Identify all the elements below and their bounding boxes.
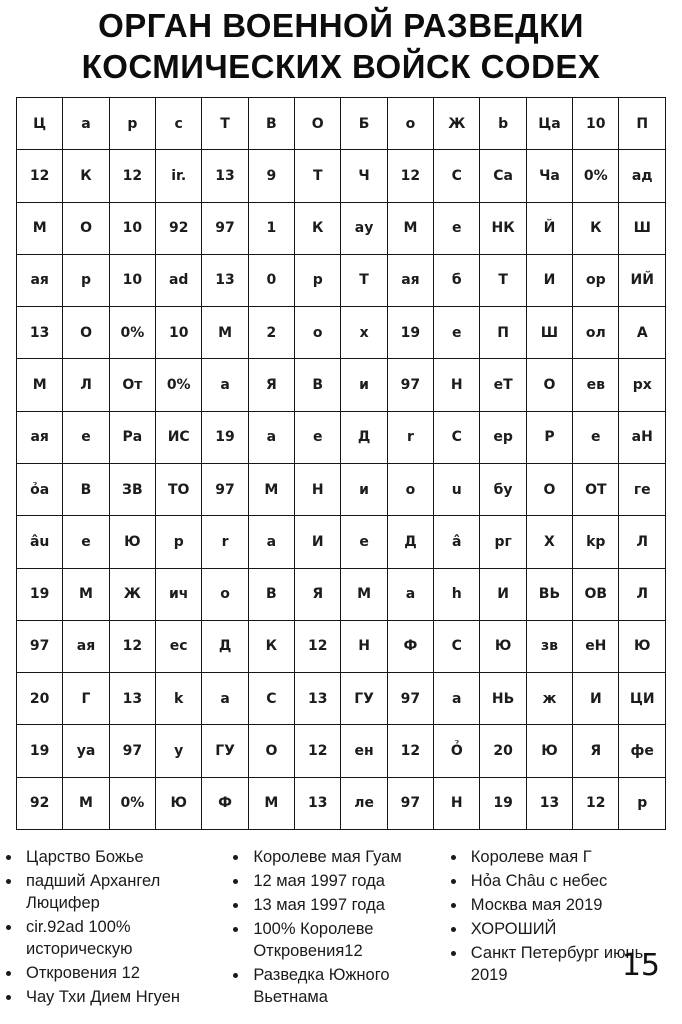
grid-cell: Р	[526, 411, 572, 463]
grid-cell: Х	[526, 516, 572, 568]
grid-cell: kр	[573, 516, 619, 568]
grid-row	[17, 359, 666, 411]
grid-cell: е	[63, 516, 109, 568]
grid-cell: С	[248, 673, 294, 725]
grid-cell: 92	[156, 202, 202, 254]
page-title-line1: ОРГАН ВОЕННОЙ РАЗВЕДКИ	[98, 7, 584, 44]
grid-cell: Ю	[480, 620, 526, 672]
grid-cell: е	[573, 411, 619, 463]
grid-cell: Ю	[109, 516, 155, 568]
grid-cell: 19	[17, 725, 63, 777]
grid-row	[17, 98, 666, 150]
grid-row	[17, 463, 666, 515]
grid-cell: И	[573, 673, 619, 725]
grid-cell: х	[341, 307, 387, 359]
grid-cell: 13	[295, 673, 341, 725]
grid-cell: о	[387, 98, 433, 150]
grid-cell: Ỏ	[434, 725, 480, 777]
grid-cell: 13	[526, 777, 572, 829]
grid-cell: О	[295, 98, 341, 150]
grid-cell: Ж	[434, 98, 480, 150]
grid-cell: а	[248, 516, 294, 568]
grid-cell: О	[526, 359, 572, 411]
grid-cell: р	[63, 254, 109, 306]
grid-cell: ен	[341, 725, 387, 777]
grid-cell: с	[156, 98, 202, 150]
grid-cell: М	[248, 777, 294, 829]
grid-cell: 0%	[156, 359, 202, 411]
grid-cell: р	[156, 516, 202, 568]
grid-cell: и	[341, 463, 387, 515]
grid-cell: НЬ	[480, 673, 526, 725]
grid-cell: 19	[387, 307, 433, 359]
grid-cell: О	[63, 202, 109, 254]
grid-cell: 0%	[109, 777, 155, 829]
grid-cell: 2	[248, 307, 294, 359]
grid-cell: Я	[295, 568, 341, 620]
grid-cell: h	[434, 568, 480, 620]
grid-cell: 97	[387, 673, 433, 725]
grid-cell: 97	[202, 463, 248, 515]
grid-cell: р	[109, 98, 155, 150]
grid-cell: ад	[619, 150, 666, 202]
grid-cell: ЗВ	[109, 463, 155, 515]
grid-cell: е	[434, 307, 480, 359]
grid-cell: Т	[202, 98, 248, 150]
list-item: • 100% Королеве Откровения12	[249, 919, 444, 963]
grid-cell: b	[480, 98, 526, 150]
list-item: • Королеве мая Гуам	[249, 847, 444, 869]
grid-cell: 13	[295, 777, 341, 829]
grid-cell: К	[248, 620, 294, 672]
grid-cell: еТ	[480, 359, 526, 411]
grid-cell: 12	[387, 150, 433, 202]
grid-cell: Са	[480, 150, 526, 202]
grid-cell: а	[248, 411, 294, 463]
grid-cell: 97	[17, 620, 63, 672]
grid-cell: Ца	[526, 98, 572, 150]
grid-cell: 0%	[109, 307, 155, 359]
list-item: • Санкт Петербург июнь 2019	[467, 943, 682, 987]
list-item: • Чау Тхи Дием Нгуен	[22, 987, 227, 1009]
grid-cell: Д	[341, 411, 387, 463]
list-item: • 13 мая 1997 года	[249, 895, 444, 917]
grid-cell: Ц	[17, 98, 63, 150]
grid-cell: О	[63, 307, 109, 359]
grid-cell: Н	[434, 777, 480, 829]
grid-cell: К	[573, 202, 619, 254]
grid-cell: 97	[109, 725, 155, 777]
grid-cell: а	[387, 568, 433, 620]
grid-cell: П	[480, 307, 526, 359]
grid-cell: ая	[387, 254, 433, 306]
grid-cell: ге	[619, 463, 666, 515]
grid-cell: Л	[619, 516, 666, 568]
grid-cell: П	[619, 98, 666, 150]
codex-grid	[16, 97, 666, 830]
grid-cell: 12	[387, 725, 433, 777]
grid-cell: 12	[109, 150, 155, 202]
grid-cell: От	[109, 359, 155, 411]
grid-cell: 13	[202, 254, 248, 306]
grid-cell: И	[526, 254, 572, 306]
grid-cell: В	[248, 568, 294, 620]
grid-cell: ес	[156, 620, 202, 672]
grid-cell: Ф	[202, 777, 248, 829]
grid-cell: 1	[248, 202, 294, 254]
grid-cell: М	[341, 568, 387, 620]
grid-cell: о	[202, 568, 248, 620]
grid-cell: 12	[17, 150, 63, 202]
grid-cell: а	[63, 98, 109, 150]
page-number: 15	[621, 948, 660, 983]
grid-row	[17, 725, 666, 777]
grid-cell: Ш	[619, 202, 666, 254]
grid-cell: С	[434, 620, 480, 672]
grid-cell: Н	[341, 620, 387, 672]
grid-cell: ев	[573, 359, 619, 411]
grid-cell: 12	[109, 620, 155, 672]
bullet-list-middle	[227, 845, 444, 1011]
codex-grid-body	[17, 98, 666, 830]
grid-cell: у	[156, 725, 202, 777]
grid-cell: 10	[109, 254, 155, 306]
grid-row	[17, 254, 666, 306]
grid-cell: М	[17, 202, 63, 254]
grid-cell: рх	[619, 359, 666, 411]
list-item: • Откровения 12	[22, 963, 227, 985]
grid-cell: ол	[573, 307, 619, 359]
grid-cell: ГУ	[202, 725, 248, 777]
grid-cell: Ю	[526, 725, 572, 777]
grid-cell: 19	[17, 568, 63, 620]
list-item: • Разведка Южного Вьетнама	[249, 965, 444, 1009]
grid-cell: Т	[295, 150, 341, 202]
grid-cell: ГУ	[341, 673, 387, 725]
grid-cell: е	[434, 202, 480, 254]
grid-row	[17, 673, 666, 725]
grid-cell: фе	[619, 725, 666, 777]
grid-cell: 97	[387, 777, 433, 829]
grid-cell: В	[63, 463, 109, 515]
grid-cell: В	[248, 98, 294, 150]
grid-cell: 97	[387, 359, 433, 411]
page-title-line2: КОСМИЧЕСКИХ ВОЙСК CODEX	[81, 47, 601, 85]
grid-cell: 97	[202, 202, 248, 254]
grid-cell: 12	[573, 777, 619, 829]
grid-cell: аН	[619, 411, 666, 463]
grid-cell: Н	[434, 359, 480, 411]
bullet-list-right	[445, 845, 682, 1011]
grid-cell: Т	[341, 254, 387, 306]
grid-cell: И	[295, 516, 341, 568]
grid-cell: ау	[341, 202, 387, 254]
grid-cell: Г	[63, 673, 109, 725]
page-title	[0, 6, 682, 88]
grid-cell: Н	[295, 463, 341, 515]
grid-cell: 92	[17, 777, 63, 829]
grid-cell: 20	[17, 673, 63, 725]
grid-cell: u	[434, 463, 480, 515]
grid-cell: Д	[387, 516, 433, 568]
grid-cell: и	[341, 359, 387, 411]
grid-cell: ЦИ	[619, 673, 666, 725]
grid-cell: r	[202, 516, 248, 568]
grid-cell: ая	[17, 411, 63, 463]
grid-cell: Ра	[109, 411, 155, 463]
grid-cell: k	[156, 673, 202, 725]
grid-cell: ер	[480, 411, 526, 463]
grid-cell: Я	[248, 359, 294, 411]
grid-cell: âu	[17, 516, 63, 568]
grid-cell: 12	[295, 620, 341, 672]
grid-cell: 10	[109, 202, 155, 254]
grid-cell: р	[295, 254, 341, 306]
grid-cell: С	[434, 411, 480, 463]
bullet-list-left	[0, 845, 227, 1011]
grid-cell: К	[63, 150, 109, 202]
grid-cell: рг	[480, 516, 526, 568]
grid-cell: Ф	[387, 620, 433, 672]
grid-cell: е	[295, 411, 341, 463]
grid-cell: О	[526, 463, 572, 515]
grid-cell: И	[480, 568, 526, 620]
grid-cell: ВЬ	[526, 568, 572, 620]
grid-cell: А	[619, 307, 666, 359]
grid-cell: 13	[17, 307, 63, 359]
grid-cell: Ю	[619, 620, 666, 672]
grid-cell: Л	[619, 568, 666, 620]
grid-cell: 0	[248, 254, 294, 306]
list-item: • Королеве мая Г	[467, 847, 682, 869]
grid-cell: е	[341, 516, 387, 568]
grid-cell: б	[434, 254, 480, 306]
grid-cell: Ча	[526, 150, 572, 202]
grid-cell: о	[295, 307, 341, 359]
grid-cell: ич	[156, 568, 202, 620]
list-item: • 12 мая 1997 года	[249, 871, 444, 893]
grid-cell: М	[202, 307, 248, 359]
grid-row	[17, 150, 666, 202]
grid-cell: К	[295, 202, 341, 254]
grid-cell: М	[17, 359, 63, 411]
grid-cell: 19	[480, 777, 526, 829]
list-item: • падший Архангел Люцифер	[22, 871, 227, 915]
grid-cell: М	[387, 202, 433, 254]
grid-cell: ОВ	[573, 568, 619, 620]
grid-cell: ad	[156, 254, 202, 306]
grid-cell: бу	[480, 463, 526, 515]
grid-cell: 9	[248, 150, 294, 202]
grid-cell: В	[295, 359, 341, 411]
grid-cell: еН	[573, 620, 619, 672]
grid-cell: ж	[526, 673, 572, 725]
grid-cell: 10	[573, 98, 619, 150]
grid-cell: М	[63, 777, 109, 829]
grid-cell: 12	[295, 725, 341, 777]
grid-cell: r	[387, 411, 433, 463]
grid-cell: ая	[17, 254, 63, 306]
grid-cell: о	[387, 463, 433, 515]
grid-cell: 10	[156, 307, 202, 359]
grid-cell: а	[202, 359, 248, 411]
grid-cell: Д	[202, 620, 248, 672]
grid-cell: С	[434, 150, 480, 202]
list-item: • Царство Божье	[22, 847, 227, 869]
grid-cell: О	[248, 725, 294, 777]
list-item: • cir.92ad 100% историческую	[22, 917, 227, 961]
grid-cell: Ч	[341, 150, 387, 202]
grid-cell: Ю	[156, 777, 202, 829]
grid-cell: а	[202, 673, 248, 725]
grid-cell: е	[63, 411, 109, 463]
grid-cell: ОТ	[573, 463, 619, 515]
grid-cell: ỏа	[17, 463, 63, 515]
grid-cell: М	[63, 568, 109, 620]
list-item: • Hỏa Châu с небес	[467, 871, 682, 893]
grid-cell: Й	[526, 202, 572, 254]
grid-cell: ir.	[156, 150, 202, 202]
grid-cell: 13	[109, 673, 155, 725]
grid-row	[17, 777, 666, 829]
grid-cell: 0%	[573, 150, 619, 202]
grid-cell: 13	[202, 150, 248, 202]
grid-row	[17, 202, 666, 254]
grid-cell: М	[248, 463, 294, 515]
grid-cell: 19	[202, 411, 248, 463]
grid-cell: НК	[480, 202, 526, 254]
grid-cell: уа	[63, 725, 109, 777]
grid-cell: ле	[341, 777, 387, 829]
footer-lists	[0, 845, 682, 1011]
grid-cell: а	[434, 673, 480, 725]
grid-cell: Т	[480, 254, 526, 306]
grid-row	[17, 516, 666, 568]
grid-cell: Б	[341, 98, 387, 150]
grid-cell: р	[619, 777, 666, 829]
grid-row	[17, 620, 666, 672]
grid-cell: Ш	[526, 307, 572, 359]
grid-cell: ИЙ	[619, 254, 666, 306]
grid-row	[17, 411, 666, 463]
grid-cell: Ж	[109, 568, 155, 620]
list-item: • ХОРОШИЙ	[467, 919, 682, 941]
list-item: • Москва мая 2019	[467, 895, 682, 917]
grid-cell: ая	[63, 620, 109, 672]
grid-cell: зв	[526, 620, 572, 672]
grid-row	[17, 568, 666, 620]
grid-cell: ор	[573, 254, 619, 306]
grid-cell: Л	[63, 359, 109, 411]
grid-cell: 20	[480, 725, 526, 777]
grid-cell: ТО	[156, 463, 202, 515]
grid-cell: Я	[573, 725, 619, 777]
grid-row	[17, 307, 666, 359]
grid-cell: ИС	[156, 411, 202, 463]
grid-cell: â	[434, 516, 480, 568]
